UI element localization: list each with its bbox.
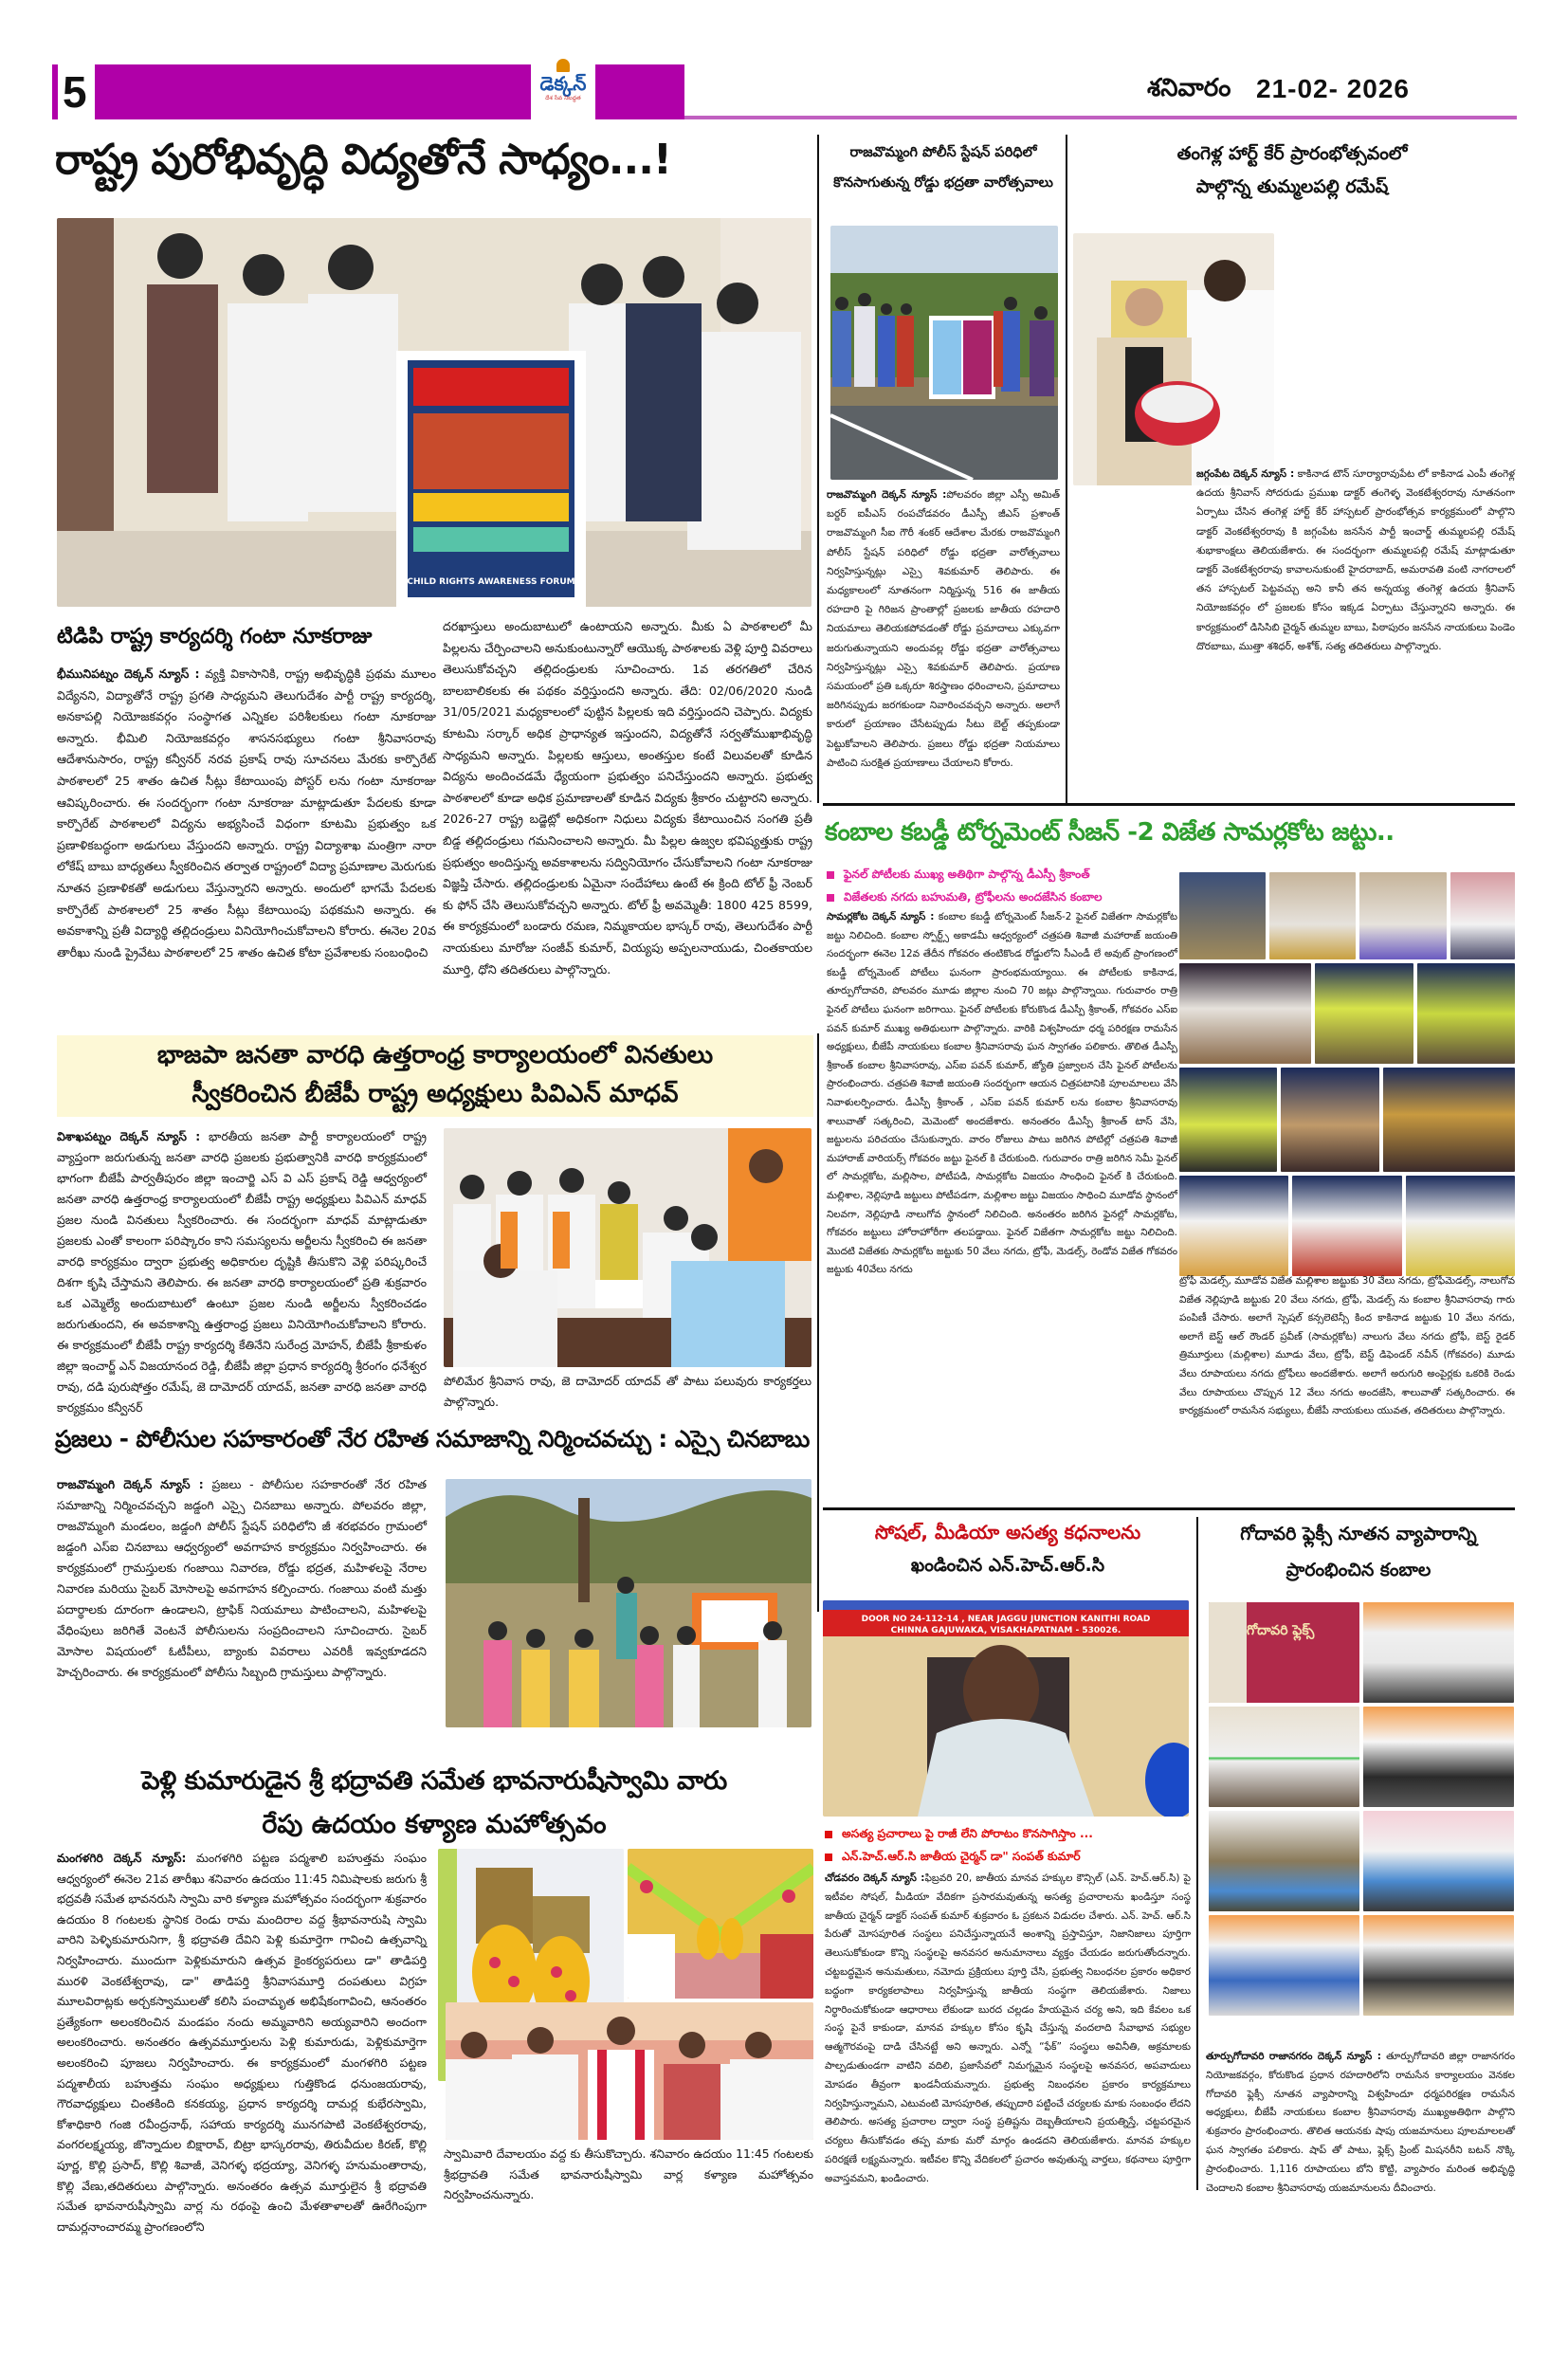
headline-bjp-line2: స్వీకరించిన బీజేపీ రాష్ట్ర అధ్యక్షులు పివిఎన్ మాధవ్ [191,1080,679,1108]
body-bjp-1 [57,1126,427,1418]
bullet-square-icon [827,894,834,902]
kabaddi-photo-row-1 [1179,872,1515,959]
nhrc-chairman-image [823,1600,1189,1817]
flexi-photo [1209,1707,1359,1807]
kabaddi-photo [1269,872,1356,959]
dateline-kabaddi: సామర్లకోట దెక్కన్ న్యూస్ : [827,911,935,922]
dateline-nhrc: చోడవరం దెక్కన్ న్యూస్ : [825,1872,925,1884]
body-kalyanam-text-1: మంగళగిరి పట్టణ పద్మశాలి బహుత్తమ సంఘం ఆధ్వర్యంలో ఈనెల 21వ తారీఖు శనివారం ఉదయం 11:45 నిమిషాలకు జరుగు శ్రీ భద్రవతీ సమేత భావనరుసి స్వామి వారి కళ్యాణ మహోత్సవం సందర్భంగా శుక్రవారం ఉదయం 8 గంటలకు స్థానిక రెండు రామ మందిరాల వద్ద శ్రీభావనారుషి స్వామి వారిని పెళ్ళికుమారునిగా, శ్రీ భద్రావతి దేవిని పెళ్లి కుమార్తెగా గావించి ఉత్సవాన్ని నిర్వహించారు. ముందుగా పెళ్లికుమారుని ఉత్సవ కైంకర్యపరులు డా" తాడిపర్తి మురళి వెంకటేశ్వరావు, డా" తాడిపర్తి శ్రీనివాసమూర్తి దంపతులు విగ్రహ మూలవిరాట్లకు అర్చకస్వాములతో కలిసి పంచామృత అభిషేకంగావించి, ఆనంతరం ప్రత్యేకంగా అలంకరించిన మండపం నందు అమ్మవారిని అయ్యవారిని అందంగా అలంకరించారు. అనంతరం ఉత్సవమూర్తులను పెళ్లి కుమారుడు, పెళ్లికుమార్తెగా అలంకరించి పూజలు నిర్వహించారు. ఈ కార్యక్రమంలో మంగళగిరి పట్టణ పద్మశాలీయ బహుత్తమ సంఘం అధ్యక్షులు గుత్తికొండ ధనుంజయరావు, గౌరవాధ్యక్షులు చింతకింది కనకయ్య, ప్రధాన కార్యదర్శి దామర్ల కుభేరస్వామి, కోశాధికారి గంజి రవీంద్రనాథ్, సహాయ కార్యదర్శి మునగపాటి వెంకటేశ్వరరావు, వంగరలక్ష్మయ్య, జొన్నాదుల బిక్షారావ్, బిట్రా భాస్కరరావు, తిరువీదుల కిరణ్, కొల్లి పూర్ణ, కొల్లి ప్రసాద్, కొల్లి శివాజీ, వెనిగళ్ళ భద్రయ్యా, వెనిగళ్ళ హనుమంతారావు, కొల్లి వేణు,తదితరులు పాల్గొన్నారు. అనంతరం ఉత్సవ మూర్తులైన శ్రీ భద్రావతి సమేత భావనారుషీస్వామి వార్ల ను రథంపై ఉంచి మేళతాళాలతో ఊరేగింపుగా దామర్లనాంచారమ్మ ప్రాంగణంలోని [57,1852,427,2234]
headline-kalyanam-line1: పెళ్లి కుమారుడైన శ్రీ భద్రావతి సమేత భావనారుషీస్వామి వారు [141,1766,727,1796]
dateline-road-safety: రాజవొమ్మంగి దెక్కన్ న్యూస్ : [827,489,947,501]
body-police-awareness [57,1474,427,1683]
bullet-square-icon [825,1831,832,1838]
dateline-heart-care: జగ్గంపేట దెక్కన్ న్యూస్ : [1196,468,1295,480]
headline-education: రాష్ట్ర పురోభివృద్ధి విద్యతోనే సాధ్యం...! [55,136,671,184]
flexi-shop-banner-text: గోదావరి ఫ్లెక్స్ [1247,1623,1315,1638]
flexi-banner-person [1209,1602,1247,1703]
article-kabaddi-col1 [827,908,1177,1280]
flexi-photo [1209,1811,1359,1911]
article-kalyanam-col2 [444,2145,813,2206]
devotees-image [446,2002,813,2140]
logo-flame-icon [556,59,570,72]
body-flexi-text: తూర్పుగోదావరి జిల్లా రాజానగరం నియోజకవర్గం, కోరుకొండ ప్రధాన రహదారిలోని రామసేన కార్యాలయం వెనకల గోదావరి ఫ్లెక్సీ నూతన వ్యాపారాన్ని విశ్వహిందూ ధర్మపరిరక్షణ రామసేన అధ్యక్షులు, బీజేపీ నాయకులు కంబాల శ్రీనివాసరావు ముఖ్యఅతిథిగా పాల్గొని శుక్రవారం ప్రారంభించారు. తొలిత ఆయనకు షాపు యజమానులు పూలమాలలతో ఘన స్వాగతం పలికారు. షాప్ తో పాటు, ఫ్లెక్స్ ప్రింట్ మిషనరీని బటన్ నొక్కి ప్రారంభించారు. 1,116 రూపాయలు బోని కొట్టి, వ్యాపారం మరింత అభివృద్ధి చెందాలని కంబాల శ్రీనివాసరావు యజమానులను దీవించారు. [1206,2051,1516,2194]
article-road-safety-head [823,137,1064,197]
article-police-awareness [55,1422,813,1456]
kabaddi-photo-row-4 [1179,1176,1515,1276]
kabaddi-photo [1450,872,1515,959]
kabaddi-photo-collage [1179,872,1515,1335]
kabaddi-photo-row-3 [1179,1068,1515,1172]
body-education-1 [57,664,436,963]
flexi-photo [1363,1915,1514,2016]
body-kabaddi-2: ట్రోఫీ మెడల్స్, మూడోవ విజేత మల్లిశాల జట్టుకు 30 వేలు నగదు, ట్రోఫీమెడల్స్, నాలుగోవ విజేత నెల్లిపూడి జట్టుకు 20 వేలు నగదు, ట్రోఫీ, మెడల్స్ ను కంబాల శ్రీనివాసరావు గారు పంపిణీ చేసారు. అలాగే స్పెషల్ కన్సలెటెన్సీ కింద కాకినాడ జట్టుకు 10 వేలు నగదు, అలాగే బెస్ట్ ఆల్ రౌండర్ ప్రవీణ్ (సామర్లకోట) నాలుగు వేలు నగదు ట్రోఫీ, బెస్ట్ రైడర్ త్రిమూర్తులు (మల్లిశాల) మూడు వేలు, ట్రోఫీ, బెస్ట్ డిఫెండర్ నవీన్ (గోకవరం) మూడు వేలు రూపాయలు నగదు ట్రోఫీలు అందజేశారు. అలాగే అరుగురి అంపైర్లకు ఒకరికి రెండు వేలు రూపాయలు చొప్పున 12 వేలు నగదు అందజేసి, శాలువాతో సత్కరించారు. ఈ కార్యక్రమంలో రామసేన సభ్యులు, బీజేపీ నాయకులు యువత, తదితరులు పాల్గొన్నారు. [1179,1275,1515,1417]
dateline-police-awareness: రాజవొమ్మంగి దెక్కన్ న్యూస్ : [57,1477,204,1491]
photo-poster-unveiling [57,218,811,607]
kabaddi-photo [1179,1176,1288,1276]
body-education-text-1: వ్యక్తి వికాసానికి, రాష్ట్ర అభివృద్ధికి ప్రథమ మూలం విద్యేనని, విద్యాతోనే రాష్ట్ర ప్రగతి సాధ్యమని తెలుగుదేశం పార్టీ రాష్ట్ర కార్యదర్శి, అనకాపల్లి నియోజకవర్గం సంస్థాగత ఎన్నికల పరిశీలకులు గంటా నూకరాజు అన్నారు. భీమిలి నియోజకవర్గం శాసనసభ్యులు గంటా శ్రీనివాసరావు ఆదేశానుసారం, రాష్ట్ర కన్వీనర్ నరవ ప్రకాష్ రావు సూచనలు మేరకు కార్పొరేట్ పాఠశాలలో 25 శాతం ఉచిత సీట్లు కేటాయింపు పోస్టర్ లను గంటా నూకరాజు ఆవిష్కరించారు. ఈ సందర్భంగా గంటా నూకరాజు మాట్లాడుతూ పేదలకు కూడా కార్పొరేట్ పాఠశాలలో విద్యను అభ్యసించే విధంగా కూటమి ప్రభుత్వం ఒక ప్రణాళికబద్ధంగా అడుగులు వేస్తుందని అన్నారు. రాష్ట్ర విద్యాశాఖ మంత్రిగా నారా లోకేష్ బాబు బాధ్యతలు స్వీకరించిన తర్వాత రాష్ట్రంలో విద్యా ప్రమాణాల మెరుగుకు నూతన ప్రణాళికతో అడుగులు వేస్తున్నారని అన్నారు. అందులో భాగమే పేదలకు కార్పొరేట్ పాఠశాలలో 25 శాతం సీట్లు కేటాయింపు పథకమని అన్నారు. ఈ అవకాశాన్ని ప్రతీ విద్యార్థి తల్లిదండ్రులు వినియోగించుకోవాలని కోరారు. ఈనెల 20వ తారీఖు నుండి ప్రైవేటు పాఠశాలలో 25 శాతం ఉచిత కోటా ప్రవేశాలకు సంబంధించి [57,667,436,959]
kabaddi-bullet-2 [827,886,1177,908]
body-flexi [1206,2048,1515,2198]
photo-heart-care [1073,233,1274,485]
flexi-photo-collage [1209,1602,1514,2019]
village-awareness-image [446,1479,811,1727]
body-bjp-2: పోలిమేర శ్రీనివాస రావు, జె దామోదర్ యాదవ్ తో పాటు పలువురు కార్యకర్తలు పాల్గొన్నారు. [444,1374,811,1409]
headline-kalyanam-line2: రేపు ఉదయం కళ్యాణ మహోత్సవం [262,1810,607,1839]
poster-banner-text: CHILD RIGHTS AWARENESS FORUM [407,577,575,587]
logo-tagline: దేశ సేవ నిబద్ధత [545,95,581,101]
kabaddi-photo [1281,1068,1378,1172]
article-kabaddi-head [825,812,1517,853]
header-bar-right [595,64,684,119]
headline-kabaddi: కంబాల కబడ్డీ టోర్నమెంట్ సీజన్ -2 విజేత సామర్లకోట జట్టు.. [825,818,1395,847]
header-day: శనివారం [1147,74,1231,102]
body-bjp-text-1: భారతీయ జనతా పార్టీ కార్యాలయంలో రాష్ట్ర వ్యాప్తంగా జరుగుతున్న జనతా వారధి ప్రజలకు ప్రభుత్వానికి వారధి కార్యక్రమంలో భాగంగా బీజేపీ పార్వతీపురం జిల్లా ఇంచార్జి ఎస్ వి ఎస్ ప్రకాష్ రెడ్డి ఆధ్వర్యంలో జనతా వారధి ఉత్తరాంధ్ర కార్యాలయంలో బీజేపీ రాష్ట్ర అధ్యక్షులు పివిఎన్ మాధవ్ ప్రజల నుండి వినతులు స్వీకరించారు. ఈ సందర్భంగా మాధవ్ మాట్లాడుతూ ప్రజలకు ఎంతో కాలంగా పరిష్కారం కాని సమస్యలను అర్జీలను స్వీకరించి ఈ జనతా వారధి కార్యక్రమం ద్వారా ప్రభుత్వ అధికారుల దృష్టికి తీసుకొని వెళ్లి పరిష్కరించే దిశగా కృషి చేస్తామని తెలిపారు. ఈ జనతా వారధి కార్యాలయంలో ప్రతి శుక్రవారం ఒక ఎమ్మెల్యే అందుబాటులో ఉంటూ ప్రజల నుండి అర్జీలను స్వీకరించడం జరుగుతుందని, ఈ అవకాశాన్ని ఉత్తరాంధ్ర ప్రజలు వినియోగించుకోవాలని కోరారు. ఈ కార్యక్రమంలో బీజేపీ రాష్ట్ర కార్యదర్శి కేతినేని సురేంద్ర మోహన్, బీజేపీ శ్రీకాకుళం జిల్లా ఇంచార్జ్ ఎన్ విజయానంద రెడ్డి, బీజేపీ జిల్లా ప్రధాన కార్యదర్శి శ్రీరంగం ధనేశ్వర రావు, దడి పురుషోత్తం రమేష్, జె దామోదర్ యాదవ్, జనతా వారధి జనతా వారధి కార్యక్రమం కన్వీనర్ [57,1129,427,1415]
flexi-photo-banner [1209,1602,1359,1703]
body-kabaddi-1 [827,908,1177,1280]
body-kalyanam-2: స్వామివారి దేవాలయం వద్ద కు తీసుకొచ్చారు. శనివారం ఉదయం 11:45 గంటలకు శ్రీభద్రావతి సమేత భావనారుషీస్వామి వార్ల కళ్యాణ మహోత్సవం నిర్వహించనున్నారు. [444,2147,813,2202]
headline-police-awareness: ప్రజలు - పోలీసుల సహకారంతో నేర రహిత సమాజాన్ని నిర్మించవచ్చు : ఎస్సై చినబాబు [55,1425,810,1452]
kabaddi-photo [1383,1068,1515,1172]
article-bjp-col2 [444,1371,811,1413]
body-police-awareness-text: ప్రజలు - పోలీసుల సహకారంతో నేర రహిత సమాజాన్ని నిర్మించవచ్చని జడ్డంగి ఎస్సై చినబాబు అన్నారు. పోలవరం జిల్లా, రాజవొమ్మంగి మండలం, జడ్డంగి పోలీస్ స్టేషన్ పరిధిలోని జీ శరభవరం గ్రామంలో జడ్డంగి ఎస్ఐ చినబాబు ఆధ్వర్యంలో అవగాహన కార్యక్రమం నిర్వహించారు. ఈ కార్యక్రమంలో గ్రామస్తులకు గంజాయి నివారణ, రోడ్డు భద్రత, మహిళలపై నేరాల నివారణ మరియు సైబర్ మోసాలపై అవగాహన కల్పించారు. గంజాయి వంటి మత్తు పదార్థాలకు దూరంగా ఉండాలని, ట్రాఫిక్ నియమాలు పాటించాలని, మహిళలపై వేధింపులు జరిగితే వెంటనే పోలీసులను సంప్రదించాలని సూచించారు. సైబర్ మోసాల విషయంలో ఓటీపీలు, బ్యాంకు వివరాలు ఎవరికీ ఇవ్వకూడదని హెచ్చరించారు. ఈ కార్యక్రమంలో పోలీసు సిబ్బంది గ్రామస్తులు పాల్గొన్నారు. [57,1477,428,1679]
article-bjp-col1 [57,1126,427,1418]
article-heart-care-head [1069,137,1515,203]
page-number: 5 [63,67,87,117]
photo-bjp-petition [444,1128,811,1367]
article-road-safety-body [827,485,1060,773]
flexi-photo [1363,1707,1514,1807]
headline-road-safety-line2: కొనసాగుతున్న రోడ్డు భద్రతా వారోత్సవాలు [833,175,1053,191]
photo-nhrc-chairman [823,1600,1189,1817]
kabaddi-bullet-1-text: ఫైనల్ పోటీలకు ముఖ్య అతిథిగా పాల్గొన్న డీఎస్పీ శ్రీకాంత్ [844,867,1090,881]
headline-flexi-line2: ప్రారంభించిన కంబాల [1285,1560,1431,1580]
kabaddi-photo-row-2 [1179,963,1515,1064]
photo-road-safety [830,226,1058,480]
nhrc-bullet-2-text: ఎన్.హెచ్.ఆర్.సి జాతీయ చైర్మన్ డా" సంపత్ కుమార్ [842,1850,1081,1863]
column-divider-left-mid [817,1033,819,1612]
column-divider-1 [817,135,819,803]
flexi-photo [1363,1602,1514,1703]
article-flexi-body [1206,2048,1515,2198]
nhrc-banner-line1: DOOR NO 24-112-14 , NEAR JAGGU JUNCTION KANITHI ROAD [861,1615,1151,1624]
bjp-petition-image [444,1128,811,1367]
poster-unveiling-image [57,218,811,607]
article-heart-care-body [1196,465,1515,656]
kabaddi-bullet-1 [827,863,1177,886]
kabaddi-photo [1179,872,1266,959]
section-rule-bottom [823,1507,1515,1510]
column-divider-3 [1196,1517,1198,2190]
headline-nhrc-line2: ఖండించిన ఎన్.హెచ్.ఆర్.సి [910,1555,1105,1576]
kabaddi-photo [1315,963,1413,1064]
bullet-square-icon [825,1854,832,1861]
kabaddi-photo [1292,1176,1401,1276]
headline-heart-care-line2: పాల్గొన్న తుమ్మలపల్లి రమేష్ [1195,176,1389,197]
article-education-col2 [443,616,812,980]
body-road-safety-text: పోలవరం జిల్లా ఎస్పీ అమిత్ బర్దర్ ఐపీఎస్ రంపచోడవరం డీఎస్పీ జీఎస్ ప్రశాంత్ రాజవొమ్మంగి సీఐ గౌరీ శంకర్ ఆదేశాల మేరకు రాజవొమ్మంగి పోలీస్ స్టేషన్ పరిధిలో రోడ్డు భద్రతా వారోత్సవాలు నిర్వహిస్తున్నట్లు ఎస్సై శివకుమార్ తెలిపారు. ఈ మధ్యకాలంలో నూతనంగా నిర్మిస్తున్న 516 ఈ జాతీయ రహదారి పై గిరిజన ప్రాంతాల్లో ప్రజలకు జాతీయ రహదారి నియమాలు తెలియకపోవడంతో రోడ్డు ప్రమాదాలు ఎక్కువగా జరుగుతున్నాయని అందువల్ల రోడ్డు భద్రతా వారోత్సవాలు నిర్వహిస్తున్నట్లు ఎస్సై శివకుమార్ తెలిపారు. ప్రయాణ సమయంలో ప్రతి ఒక్కరూ శిరస్త్రాణం ధరించాలని, ప్రమాదాలు జరిగినప్పుడు జరగకుండా నివారించవచ్చని అన్నారు. అలాగే కారులో ప్రయాణం చేసేటప్పుడు సీటు బెల్ట్ తప్పకుండా పెట్టుకోవాలని తెలిపారు. ప్రజలు రోడ్డు భద్రతా నియమాలు పాటించి సురక్షిత ప్రయాణాలు చేయాలని కోరారు. [827,489,1060,769]
body-education-2: దరఖాస్తులు అందుబాటులో ఉంటాయని అన్నారు. మీకు ఏ పాఠశాలలో మీ పిల్లలను చేర్పించాలని అనుకుంటున్నారో ఆయొక్క పాఠశాలకు వెళ్లి పూర్తి వివరాలు తెలుసుకోవచ్చని తల్లిదండ్రులకు సూచించారు. 1వ తరగతిలో చేరిన బాలబాలికలకు ఈ పథకం వర్తిస్తుందని అన్నారు. తేది: 02/06/2020 నుండి 31/05/2021 మధ్యకాలంలో పుట్టిన పిల్లలకు ఇది వర్తిస్తుందని చెప్పారు. విద్యకు కూటమి సర్కార్ అధిక ప్రాధాన్యత ఇస్తుందని, విద్యతోనే సర్వతోముఖాభివృద్ధి సాధ్యమని అన్నారు. పిల్లలకు ఆస్తులు, అంతస్తుల కంటే విలువలతో కూడిన విద్యను అందించడమే ధ్యేయంగా ప్రభుత్వం పనిచేస్తుందని అన్నారు. ప్రభుత్వ పాఠశాలలో కూడా అధిక ప్రమాణాలతో కూడిన విద్యకు శ్రీకారం చుట్టారని అన్నారు. 2026-27 రాష్ట్ర బడ్జెట్లో అధికంగా నిధులు విద్యకు కేటాయించిన సంగతి ప్రతీ బిడ్డ తల్లిదండ్రులు గమనించాలని అన్నారు. మీ పిల్లల ఉజ్వల భవిష్యత్తుకు రాష్ట్ర ప్రభుత్వం అందిస్తున్న అవకాశాలను సద్వినియోగం చేసుకోవాలని గంటా నూకరాజు విజ్ఞప్తి చేసారు. తల్లిదండ్రులకు ఏమైనా సందేహాలు ఉంటే ఈ క్రింది టోల్ ఫ్రీ నెంబర్ కు ఫోన్ చేసి తెలుసుకోవచ్చని అన్నారు. టోల్ ఫ్రీ అవమ్మెతీ: 1800 425 8599, ఈ కార్యక్రమంలో బండారు రమణ, నిమ్మకాయల భాస్కర్ రావు, తెలుగుదేశం పార్టీ నాయకులు మారోజు సంజీవ్ కుమార్, వియ్యపు అప్పలనాయుడు, చింతకాయల మూర్తి, ధోని తదితరులు పాల్గొన్నారు. [443,619,812,977]
bullet-square-icon [827,871,834,879]
dateline-bjp: విశాఖపట్నం దెక్కన్ న్యూస్ : [57,1129,201,1143]
header-bar-left [95,64,531,119]
logo-name: డెక్కన్ [539,72,587,95]
nhrc-bullet-1 [825,1822,1191,1845]
heart-care-image [1073,233,1274,485]
article-education [55,135,813,186]
article-flexi-head [1202,1515,1515,1587]
nhrc-banner-line2: CHINNA GAJUWAKA, VISAKHAPATNAM - 530026. [890,1626,1121,1635]
dateline-kalyanam: మంగళగిరి దెక్కన్ న్యూస్: [57,1852,187,1865]
flexi-photo [1363,1811,1514,1911]
article-kabaddi-col2 [1179,1272,1515,1421]
body-heart-care [1196,465,1515,656]
article-nhrc-body [825,1870,1191,2189]
article-nhrc-head [823,1515,1193,1581]
article-education-col1 [57,622,436,963]
flexi-photo [1209,1915,1359,2016]
dateline-education: భీమునిపట్నం దెక్కన్ న్యూస్ : [57,667,200,681]
headline-flexi-line1: గోదావరి ఫ్లెక్సీ నూతన వ్యాపారాన్ని [1240,1524,1477,1544]
kabaddi-bullets [827,863,1177,908]
kabaddi-photo [1179,963,1311,1064]
pooja-image [628,1849,813,1999]
headline-road-safety-line1: రాజవొమ్మంగి పోలీస్ స్టేషన్ పరిధిలో [849,145,1037,160]
headline-bjp-line1: భాజపా జనతా వారధి ఉత్తరాంధ్ర కార్యాలయంలో వినతులు [156,1041,714,1069]
kabaddi-photo [1417,963,1515,1064]
masthead-logo [533,59,593,119]
section-rule-kabaddi [823,803,1515,806]
photo-devotees [446,2002,813,2140]
nhrc-bullets [825,1822,1191,1868]
header-accent-rule [52,64,58,119]
body-nhrc [825,1870,1191,2189]
article-kalyanam-col1 [57,1849,427,2237]
nhrc-bullet-1-text: అసత్య ప్రచారాలు పై రాజీ లేని పోరాటం కొనసాగిస్తాం ... [842,1827,1093,1840]
article-kalyanam-head [55,1760,813,1847]
headline-nhrc-line1: సోషల్, మీడియా అసత్య కధనాలను [874,1521,1141,1543]
body-nhrc-text: ఫిబ్రవరి 20, జాతీయ మానవ హక్కుల కౌన్సిల్ (ఎన్. హెచ్.ఆర్.సి) పై ఇటీవల సోషల్, మీడియా వేదికగా ప్రసారమవుతున్న అసత్య ప్రచారాలను ఖండిస్తూ సంస్థ జాతీయ చైర్మన్ డాక్టర్ సంపత్ కుమార్ శుక్రవారం ఓ ప్రకటన విడుదల చేశారు. ఎన్. హెచ్. ఆర్.సి పేరుతో మోసపూరిత సంస్థలు పనిచేస్తున్నాయనే అంశాన్ని ప్రస్తావిస్తూ, నిజానిజాలు పూర్తిగా తెలుసుకోకుండా కొన్ని సంస్థలపై అనవసర అనుమానాలు వ్యక్తం చేయడం జరుగుతోందన్నారు. చట్టబద్ధమైన అనుమతులు, నమోదు ప్రక్రియలు పూర్తి చేసి, ప్రభుత్వ నిబంధనల ప్రకారం అధికార బద్ధంగా కార్యకలాపాలు నిర్వహిస్తున్న జాతీయ సంస్థగా తెలియజేశారు. నిజాలు నిర్ధారించుకోకుండా ఆధారాలు లేకుండా బురద చల్లడం హేయమైన చర్య అని, ఇది కేవలం ఒక సంస్థ పైనే కాకుండా, మానవ హక్కుల కోసం కృషి చేస్తున్న వందలాది సేవాభావ సభ్యుల ఆత్మగౌరవంపై దాడి చేసినట్టే అని అన్నారు. ఎన్నో “ఫేక్” సంస్థలు అవినీతి, అక్రమాలకు పాల్పడుతుండగా వాటిని వదిలి, ప్రజాసేవలో నిమగ్నమైన సంస్థలపై అనవసర, అపవాదులు మోపడం తీవ్రంగా ఖండనీయమన్నారు. ప్రభుత్వ నిబంధనల ప్రకారం కార్యక్రమాలు నిర్వహిస్తున్నామని, ఎటువంటి మోసపూరిత, తప్పుదారి పట్టించే చర్యలకు మాకు సంబంధం లేదని తెలిపారు. అసత్య ప్రచారాల ద్వారా సంస్థ ప్రతిష్టను దెబ్బతీయాలని ప్రయత్నిస్తే, చట్టపరమైన చర్యలు తీసుకోవడం తప్ప మాకు మరో మార్గం ఉండదని తెలియజేశారు. మానవ హక్కుల పరిరక్షణే లక్ష్యమన్నారు. ఇటీవల కొన్ని వేదికలలో ప్రచారం అవుతున్న వార్తలు, కథనాలు పూర్తిగా అవాస్తవమని, ఖండించారు. [825,1872,1192,2184]
subhead-education: టిడిపి రాష్ట్ర కార్యదర్శి గంటా నూకరాజు [57,625,373,648]
nhrc-bullet-2 [825,1845,1191,1868]
column-divider-2 [1066,135,1067,803]
dateline-flexi: తూర్పుగోదావరి రాజానగరం దెక్కన్ న్యూస్ : [1206,2051,1381,2062]
headline-band-bjp [57,1035,813,1117]
body-kalyanam-1 [57,1849,427,2237]
body-road-safety [827,485,1060,773]
photo-police-awareness [446,1479,811,1727]
kabaddi-bullet-2-text: విజేతలకు నగదు బహుమతి, ట్రోఫీలను అందజేసిన కంబాల [844,890,1103,904]
photo-pooja [628,1849,813,1999]
flexi-photo-grid [1209,1602,1514,2016]
kabaddi-photo [1359,872,1446,959]
body-kabaddi-text-1: కంబాల కబడ్డీ టోర్నమెంట్ సీజన్-2 ఫైనల్ విజేతగా సామర్లకోట జట్టు నిలిచింది. కంబాల స్పోర్ట్స్ అకాడమీ ఆధ్వర్యంలో చత్రపతి శివాజీ మహారాజ్ జయంతి సందర్భంగా ఈనెల 12వ తేదీన గోకవరం తంటికొండ రోడ్డులోని సీఎండీ లే అవుట్ ప్రాంగణంలో కబడ్డీ టోర్నమెంట్ పోటీలు ఘనంగా ప్రారంభమయ్యాయి. ఈ పోటీలకు కాకినాడ, తూర్పుగోదావరి, పోలవరం మూడు జిల్లాల నుంచి 70 జట్లు పాల్గొన్నాయి. గురువారం రాత్రి ఫైనల్ పోటీలు ఘనంగా జరిగాయి. ఫైనల్ పోటీలకు కోరుకొండ డీఎస్పీ శ్రీకాంత్, గోకవరం ఎస్ఐ పవన్ కుమార్ ముఖ్య అతిథులుగా పాల్గొన్నారు. వారికి విశ్వహిందూ ధర్మ పరిరక్షణ రామసేన అధ్యక్షులు, బీజేపీ నాయకులు కంబాల శ్రీనివాసరావు ఘన స్వాగతం పలికారు. తొలిత డీఎస్పీ శ్రీకాంత్ కంబాల శ్రీనివాసరావు, ఎస్ఐ పవన్ కుమార్, జ్యోతి ప్రజ్వాలన చేసి ఫైనల్ పోటీలను ప్రారంభించారు. చత్రపతి శివాజీ జయంతి సందర్భంగా ఆయన చిత్రపటానికి పూలమాలలు వేసి నివాళులర్పించారు. డీఎస్పీ శ్రీకాంత్ , ఎస్ఐ పవన్ కుమార్ లను కంబాల శ్రీనివాసరావు శాలువాతో సత్కరించి, మెమెంటో అందజేశారు. అనంతరం డీఎస్పీ శ్రీకాంత్ టాస్ వేసి, జట్టులను పరిచయం చేసుకున్నారు. వారం రోజులు పాటు జరిగిన పోటిల్లో చత్రపతి శివాజీ మహారాజ్ వారియర్స్ గోకవరం జట్టు ఫైనల్ కి చేరుకుంది. గురువారం రాత్రి జరిగిన సెమీ ఫైనల్ లో సామర్లకోట, మల్లిసాల, పోటీపడి, సామర్లకోట విజయం సాంధించి ఫైనల్ కి చేరుకుంది. మల్లిశాల, నెల్లిపూడి జట్టులు పోటీపడగా, మల్లిశాల జట్టు విజయం సాధించి మూడోవ స్థానంలో నిలవగా, నెల్లిపూడి నాలుగోవ స్థానంలో నిలిచింది. అనంతరం జరిగిన ఫైనల్లో సామర్లకోట, గోకవరం జట్టులు హోరాహోరీగా తలపడ్డాయి. ఫైనల్ విజేతగా సామర్లకోట జట్టు నిలిచింది. మొదటి విజేతకు సామర్లకోట జట్టుకు 50 వేలు నగదు, ట్రోఫీ, మెడల్స్, రెండోవ విజేత గోకవరం జట్టుకు 40వేలు నగదు [827,911,1177,1276]
road-safety-image [830,226,1058,480]
header-date: 21-02- 2026 [1256,74,1411,103]
body-heart-care-text: కాకినాడ టౌన్ సూర్యారావుపేట లో కాకినాడ ఎంపీ తంగెళ్ల ఉదయ శ్రీనివాస్ సోదరుడు ప్రముఖ డాక్టర్ తంగెళ్ళ వెంకటేశ్వరరావు నూతనంగా ఏర్పాటు చేసిన తంగెళ్ల హార్ట్ కేర్ హాస్పటల్ ప్రారంభోత్సవ కార్యక్రమంలో పాల్గొని డాక్టర్ వెంకటేశ్వరరావు కి జగ్గంపేట జనసేన పార్టీ ఇంచార్జ్ తుమ్మలపల్లి రమేష్ శుభాకాంక్షలు తెలియజేశారు. ఈ సందర్భంగా తుమ్మలపల్లి రమేష్ మాట్లాడుతూ డాక్టర్ వెంకటేశ్వరరావు కావాలనుకుంటే హైదరాబాద్, అమరావతి వంటి నాగరాలలో తన హాస్పటల్ పెట్టవచ్చు అని కానీ తన అన్నయ్య తంగెళ్ల ఉదయ శ్రీనివాస్ నియోజకవర్గం లో ప్రజలకు కోసం ఇక్కడ ఏర్పాటు చేస్తున్నారని అన్నారు. ఈ కార్యక్రమంలో డిసిసిబి చైర్మన్ తుమ్మల బాబు, పిఠాపురం జనసేన నాయకులు పెండెం దొరబాబు, ముత్తా శశిధర్, అశోక్, సత్య తదితరులు పాల్గొన్నారు. [1196,468,1515,652]
kabaddi-photo [1179,1068,1277,1172]
kabaddi-photo [1406,1176,1515,1276]
article-police-body [57,1474,427,1683]
header-underline [684,116,1517,119]
headline-heart-care-line1: తంగెళ్ల హార్ట్ కేర్ ప్రారంభోత్సవంలో [1176,143,1408,164]
